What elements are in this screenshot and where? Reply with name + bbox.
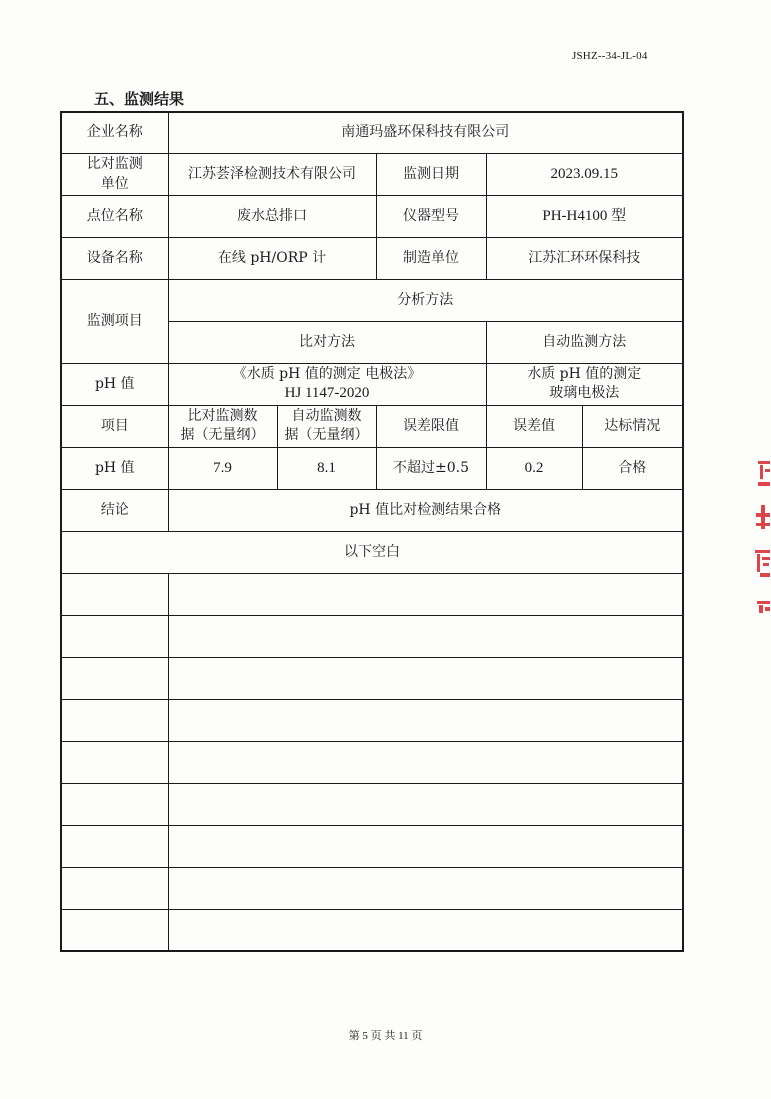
blank-cell — [168, 867, 683, 909]
blank-cell — [168, 657, 683, 699]
blank-cell — [61, 867, 168, 909]
ph-method-row — [61, 363, 683, 405]
header-compliance: 达标情况 — [582, 405, 683, 447]
method-header-row — [61, 279, 683, 321]
blank-cell — [61, 699, 168, 741]
conclusion-row — [61, 489, 683, 531]
blank-row — [61, 909, 683, 951]
auto-method-value — [486, 363, 683, 405]
blank-cell — [61, 825, 168, 867]
seal-stroke — [756, 523, 770, 526]
blank-cell — [168, 783, 683, 825]
seal-stroke — [755, 550, 770, 553]
seal-stroke — [760, 573, 770, 577]
red-seal-stamp-fragment — [752, 455, 771, 620]
manufacturer-value: 江苏汇环环保科技 — [486, 237, 683, 279]
conclusion-value: pH 值比对检测结果合格 — [168, 489, 683, 531]
auto-method-type: 玻璃电极法 — [549, 385, 620, 401]
auto-method-standard: 水质 pH 值的测定 — [527, 366, 642, 382]
document-code: JSHZ--34-JL-04 — [572, 50, 648, 62]
blank-cell — [168, 741, 683, 783]
compare-method-value — [168, 363, 486, 405]
blank-cell — [61, 615, 168, 657]
monitor-date-value: 2023.09.15 — [486, 153, 683, 195]
blank-row — [61, 783, 683, 825]
company-label: 企业名称 — [61, 112, 168, 153]
blank-row — [61, 699, 683, 741]
blank-cell — [61, 909, 168, 951]
seal-stroke — [759, 605, 763, 613]
blank-row — [61, 825, 683, 867]
result-header-row — [61, 405, 683, 447]
site-row — [61, 195, 683, 237]
blank-cell — [168, 573, 683, 615]
instrument-model-label: 仪器型号 — [376, 195, 486, 237]
monitor-date-label: 监测日期 — [376, 153, 486, 195]
blank-note-row — [61, 531, 683, 573]
company-row — [61, 112, 683, 153]
blank-cell — [61, 783, 168, 825]
monitor-item-label: 监测项目 — [61, 279, 168, 363]
result-auto-value: 8.1 — [277, 447, 376, 489]
result-item: pH 值 — [61, 447, 168, 489]
site-label: 点位名称 — [61, 195, 168, 237]
blank-cell — [168, 909, 683, 951]
section-title: 五、监测结果 — [94, 90, 185, 108]
result-compliance: 合格 — [582, 447, 683, 489]
blank-cell — [168, 825, 683, 867]
compare-method-standard: 《水质 pH 值的测定 电极法》 — [232, 366, 422, 382]
result-error-limit: 不超过±0.5 — [376, 447, 486, 489]
instrument-model-value: PH-H4100 型 — [486, 195, 683, 237]
result-row — [61, 447, 683, 489]
blank-row — [61, 741, 683, 783]
blank-row — [61, 657, 683, 699]
blank-cell — [61, 741, 168, 783]
header-compare-data: 比对监测数 据（无量纲） — [168, 405, 277, 447]
seal-stroke — [758, 482, 770, 486]
seal-icon — [752, 455, 771, 620]
site-value: 废水总排口 — [168, 195, 376, 237]
header-error-value: 误差值 — [486, 405, 582, 447]
seal-stroke — [765, 469, 770, 472]
compare-unit-value: 江苏荟泽检测技术有限公司 — [168, 153, 376, 195]
seal-stroke — [760, 465, 763, 479]
result-error-value: 0.2 — [486, 447, 582, 489]
device-name-label: 设备名称 — [61, 237, 168, 279]
device-name-value: 在线 pH/ORP 计 — [168, 237, 376, 279]
compare-method-label: 比对方法 — [168, 321, 486, 363]
blank-cell — [168, 615, 683, 657]
seal-stroke — [763, 563, 769, 566]
manufacturer-label: 制造单位 — [376, 237, 486, 279]
blank-note: 以下空白 — [61, 531, 683, 573]
company-value: 南通玛盛环保科技有限公司 — [168, 112, 683, 153]
auto-method-label: 自动监测方法 — [486, 321, 683, 363]
seal-stroke — [758, 461, 770, 464]
device-row — [61, 237, 683, 279]
page-number: 第 5 页 共 11 页 — [348, 1030, 423, 1042]
header-auto-data: 自动监测数 据（无量纲） — [277, 405, 376, 447]
compare-unit-label: 比对监测单位 — [61, 153, 168, 195]
seal-stroke — [757, 601, 770, 604]
seal-stroke — [765, 607, 770, 611]
result-compare-value: 7.9 — [168, 447, 277, 489]
header-error-limit: 误差限值 — [376, 405, 486, 447]
compare-method-code: HJ 1147-2020 — [284, 385, 370, 401]
seal-stroke — [762, 557, 770, 560]
seal-stroke — [757, 554, 760, 572]
header-item: 项目 — [61, 405, 168, 447]
ph-method-label: pH 值 — [61, 363, 168, 405]
blank-cell — [61, 573, 168, 615]
blank-row — [61, 867, 683, 909]
monitoring-results-table — [60, 111, 684, 952]
blank-row — [61, 573, 683, 615]
blank-row — [61, 615, 683, 657]
analysis-method-label: 分析方法 — [168, 279, 683, 321]
conclusion-label: 结论 — [61, 489, 168, 531]
compare-unit-row — [61, 153, 683, 195]
blank-cell — [61, 657, 168, 699]
blank-cell — [168, 699, 683, 741]
